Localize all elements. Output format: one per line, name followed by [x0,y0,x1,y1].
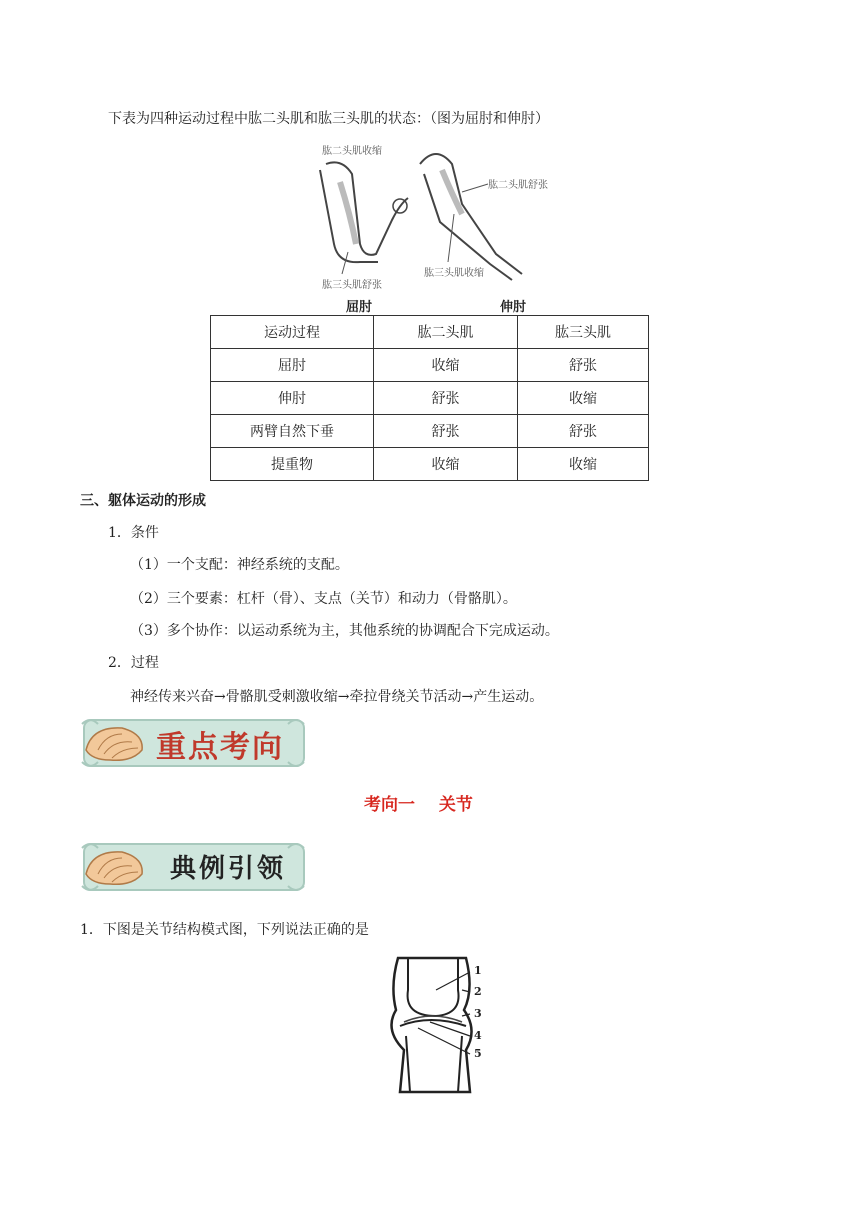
table-cell: 舒张 [374,415,518,448]
item-process: 2．过程 [108,655,159,671]
table-cell: 舒张 [374,382,518,415]
item-conditions: 1．条件 [108,525,159,541]
table-cell: 收缩 [518,448,649,481]
joint-label-1: 1 [474,964,482,977]
table-cell: 两臂自然下垂 [211,415,374,448]
joint-label-3: 3 [474,1007,482,1020]
condition-2: （2）三个要素：杠杆（骨）、支点（关节）和动力（骨骼肌）。 [130,591,517,607]
table-cell: 屈肘 [211,349,374,382]
question-text: 1．下图是关节结构模式图，下列说法正确的是 [80,922,369,938]
shell-icon [82,720,148,766]
table-cell: 舒张 [518,349,649,382]
table-cell: 伸肘 [211,382,374,415]
banner-title: 重点考向 [156,730,284,765]
muscle-state-table [210,315,649,481]
table-row [211,448,649,481]
intro-text: 下表为四种运动过程中肱二头肌和肱三头肌的状态：（图为屈肘和伸肘） [108,111,549,127]
shell-icon [82,844,148,890]
label-triceps-contract: 肱三头肌收缩 [424,268,484,279]
caption-extend: 伸肘 [500,300,527,315]
section-title: 三、躯体运动的形成 [80,493,206,509]
table-header-cell: 肱三头肌 [518,316,649,349]
table-header-cell: 运动过程 [211,316,374,349]
table-cell: 收缩 [374,349,518,382]
joint-label-4: 4 [474,1029,482,1042]
process-text: 神经传来兴奋→骨骼肌受刺激收缩→牵拉骨绕关节活动→产生运动。 [130,689,544,705]
joint-label-2: 2 [474,985,482,998]
table-row [211,349,649,382]
arm-figure [312,134,552,314]
label-biceps-relax: 肱二头肌舒张 [488,180,548,191]
banner-title: 典例引领 [170,854,287,884]
label-triceps-relax: 肱三头肌舒张 [322,280,382,291]
table-cell: 收缩 [518,382,649,415]
table-header-cell: 肱二头肌 [374,316,518,349]
banner-example [78,838,308,896]
table-cell: 舒张 [518,415,649,448]
table-cell: 收缩 [374,448,518,481]
joint-diagram [370,950,510,1100]
table-header-row [211,316,649,349]
label-biceps-contract: 肱二头肌收缩 [322,146,382,157]
table-cell: 提重物 [211,448,374,481]
table-row [211,382,649,415]
joint-structure-illustration [370,950,510,1100]
condition-1: （1）一个支配：神经系统的支配。 [130,557,349,573]
table-row [211,415,649,448]
condition-3: （3）多个协作：以运动系统为主，其他系统的协调配合下完成运动。 [130,623,559,639]
banner-key-focus [78,714,308,772]
joint-label-5: 5 [474,1047,482,1060]
focus-title: 考向一 关节 [364,795,473,815]
caption-flex: 屈肘 [346,300,373,315]
